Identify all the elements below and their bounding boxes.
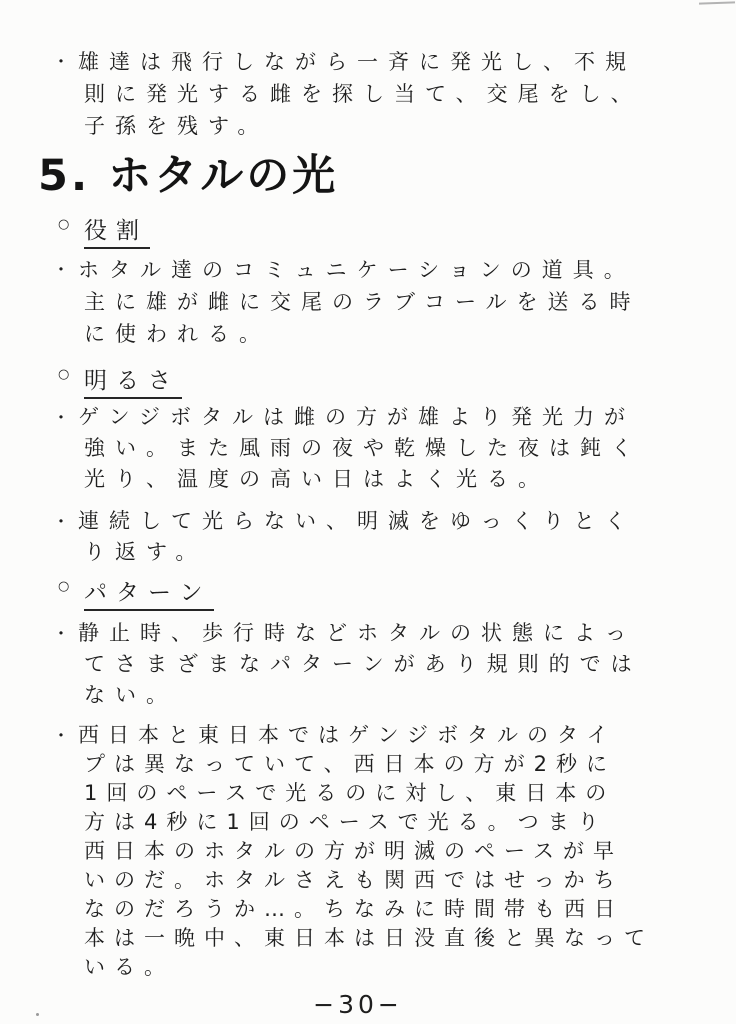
section-title: 役割 [84, 218, 150, 249]
section-title: 明るさ [84, 368, 182, 399]
text-line: てさまざまなパターンがあり規則的では [84, 652, 642, 676]
bullet-paragraph [52, 254, 698, 350]
text-line: 1回のペースで光るのに対し、東日本の [84, 781, 616, 805]
bullet-paragraph [52, 402, 698, 495]
circle-marker: ○ [58, 579, 70, 594]
text-line: 主に雄が雌に交尾のラブコールを送る時 [84, 290, 641, 314]
section-title: パターン [84, 580, 214, 611]
text-line: いる。 [84, 955, 174, 979]
bullet-paragraph [52, 721, 698, 982]
text-line: ない。 [84, 683, 177, 707]
bullet-marker: ・ [52, 52, 70, 73]
text-line: なのだろうか…。ちなみに時間帯も西日 [84, 897, 624, 921]
text-line: ゲンジボタルは雌の方が雄より発光力が [78, 405, 636, 429]
text-line: 方は4秒に1回のペースで光る。つまり [84, 810, 608, 834]
scan-artifact-line [699, 1, 735, 4]
text-line: に使われる。 [84, 322, 270, 346]
text-line: 連続して光らない、明滅をゆっくりとく [78, 509, 636, 533]
section-subheading-yakuwari [58, 212, 150, 245]
text-line: 光り、温度の高い日はよく光る。 [84, 467, 549, 491]
circle-marker: ○ [58, 367, 70, 382]
page-number: −30− [313, 990, 403, 1019]
text-line: 雄達は飛行しながら一斉に発光し、不規 [78, 50, 636, 74]
circle-marker: ○ [58, 217, 70, 232]
text-line: ホタル達のコミュニケーションの道具。 [78, 258, 635, 282]
text-line: り返す。 [84, 540, 207, 564]
bullet-paragraph-intro [52, 46, 698, 142]
bullet-marker: ・ [52, 408, 70, 429]
text-line: 静止時、歩行時などホタルの状態によっ [78, 621, 636, 645]
bullet-marker: ・ [52, 624, 70, 645]
chapter-heading: 5. ホタルの光 [38, 151, 339, 201]
text-line: 本は一晩中、東日本は日没直後と異なって [84, 926, 654, 950]
text-line: プは異なっていて、西日本の方が2秒に [84, 752, 616, 776]
text-line: いのだ。ホタルさえも関西ではせっかち [84, 868, 624, 892]
bullet-marker: ・ [52, 260, 70, 281]
text-line: 強い。また風雨の夜や乾燥した夜は鈍く [84, 436, 642, 460]
bullet-paragraph [52, 618, 698, 711]
text-line: 子孫を残す。 [84, 114, 269, 138]
text-line: 則に発光する雌を探し当て、交尾をし、 [84, 82, 642, 106]
text-line: 西日本のホタルの方が明滅のペースが早 [84, 839, 623, 863]
bullet-paragraph [52, 506, 698, 568]
bullet-marker: ・ [52, 726, 70, 747]
bullet-marker: ・ [52, 512, 70, 533]
section-subheading-akarusa [58, 362, 182, 395]
scan-artifact-speck [36, 1013, 39, 1016]
section-subheading-pattern [58, 574, 214, 607]
text-line: 西日本と東日本ではゲンジボタルのタイ [78, 723, 617, 747]
